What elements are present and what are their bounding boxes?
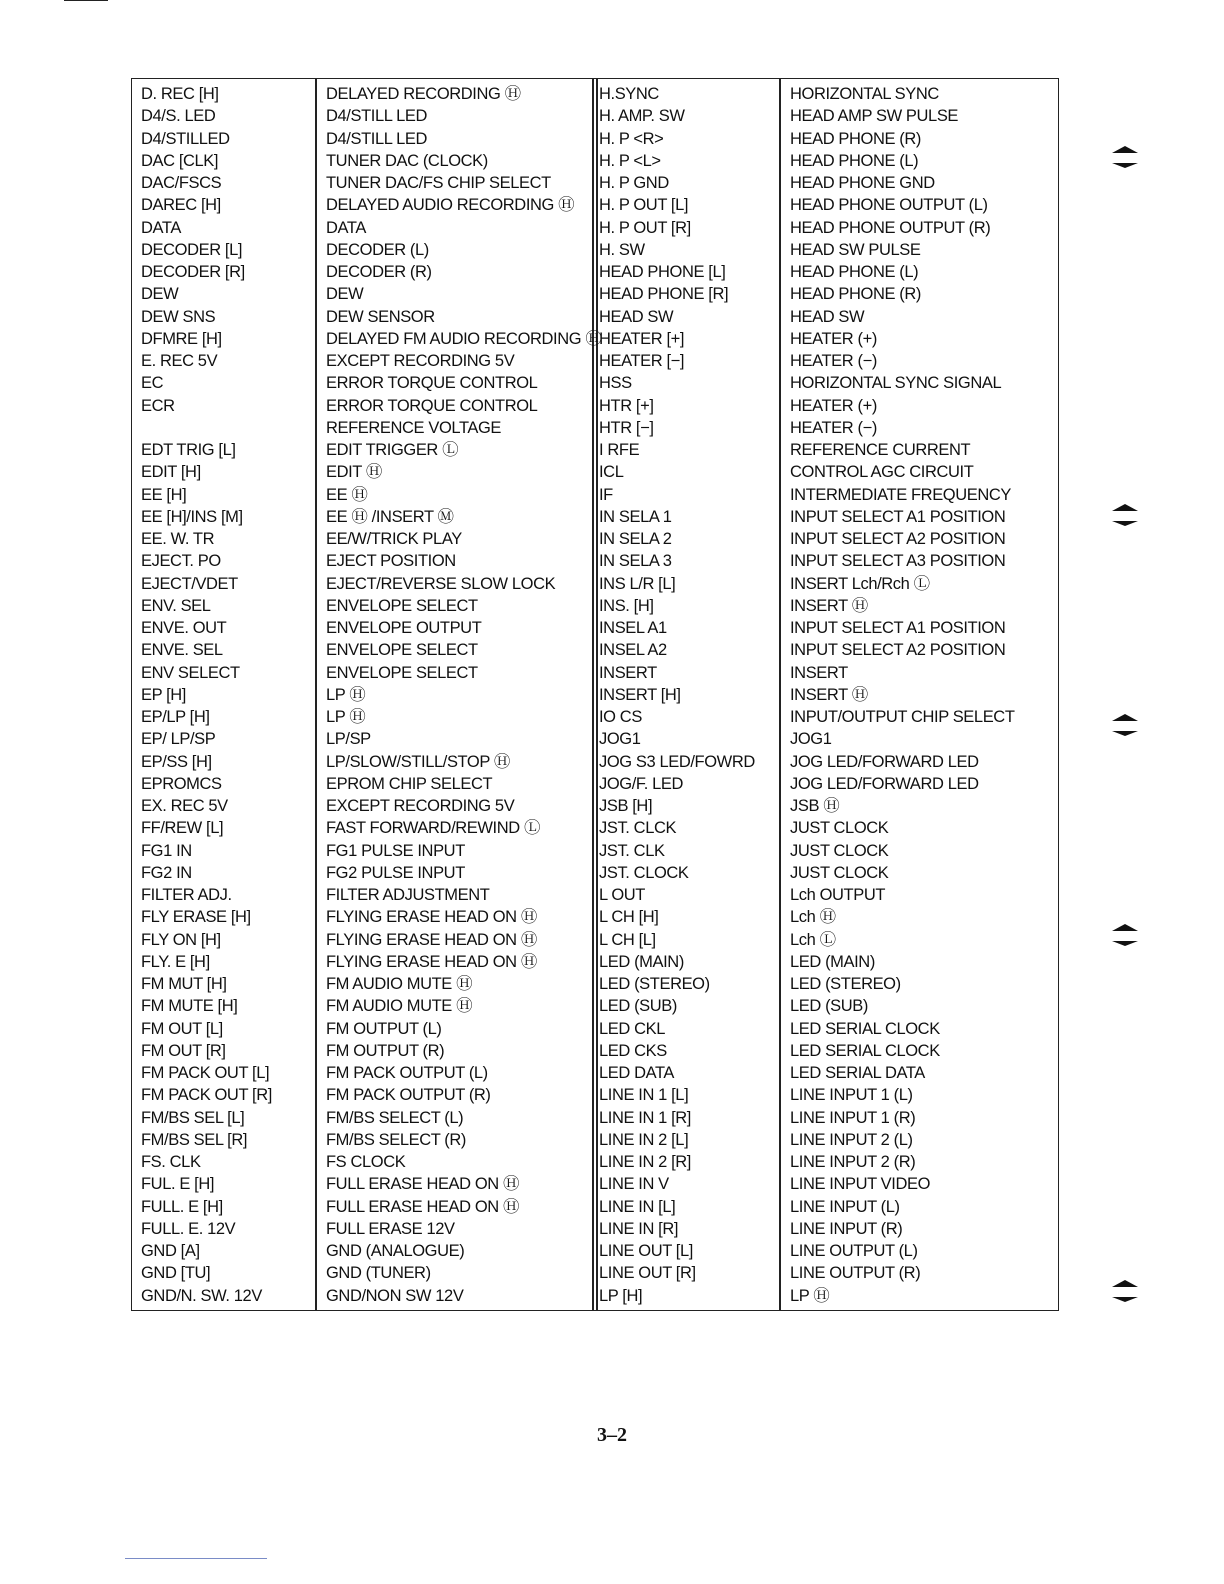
description-cell: LINE INPUT (L) bbox=[790, 1197, 900, 1216]
description-cell: Lch Ⓗ bbox=[790, 908, 836, 927]
description-cell: LINE INPUT 2 (R) bbox=[790, 1153, 916, 1171]
punch-hole-mark bbox=[1112, 714, 1138, 736]
abbreviation-cell: FM OUT [L] bbox=[141, 1019, 223, 1038]
punch-hole-mark bbox=[1112, 146, 1138, 168]
abbreviation-cell: FILTER ADJ. bbox=[141, 886, 232, 904]
abbreviation-cell: LINE IN 2 [L] bbox=[599, 1130, 689, 1149]
description-cell: GND (ANALOGUE) bbox=[326, 1242, 465, 1260]
description-cell: GND/NON SW 12V bbox=[326, 1286, 464, 1305]
description-cell: LP Ⓗ bbox=[790, 1286, 830, 1305]
description-cell: FULL ERASE HEAD ON Ⓗ bbox=[326, 1197, 520, 1216]
description-cell: HEAD PHONE (R) bbox=[790, 285, 921, 304]
description-cell: HORIZONTAL SYNC bbox=[790, 85, 939, 103]
description-cell: LINE INPUT VIDEO bbox=[790, 1175, 930, 1194]
abbreviation-cell: INS. [H] bbox=[599, 596, 654, 615]
abbreviation-cell: EP/SS [H] bbox=[141, 752, 212, 771]
description-cell: ERROR TORQUE CONTROL bbox=[326, 396, 538, 415]
abbreviation-cell: EE [H] bbox=[141, 485, 187, 504]
abbreviation-cell: IN SELA 2 bbox=[599, 530, 672, 548]
description-cell: HEATER (−) bbox=[790, 352, 877, 370]
punch-hole-mark bbox=[1112, 504, 1138, 526]
abbreviation-column-2 bbox=[599, 83, 755, 1307]
abbreviation-cell: LED DATA bbox=[599, 1064, 675, 1082]
description-cell: DECODER (R) bbox=[326, 263, 432, 281]
abbreviation-cell: LINE OUT [L] bbox=[599, 1242, 693, 1260]
description-cell: EE Ⓗ bbox=[326, 485, 368, 504]
abbreviation-cell: FM/BS SEL [L] bbox=[141, 1108, 245, 1127]
description-cell: FM AUDIO MUTE Ⓗ bbox=[326, 975, 473, 993]
abbreviation-cell: DFMRE [H] bbox=[141, 329, 222, 348]
abbreviation-cell: JST. CLK bbox=[599, 841, 665, 860]
description-cell: REFERENCE CURRENT bbox=[790, 441, 971, 459]
description-cell: DEW SENSOR bbox=[326, 307, 435, 326]
column-divider bbox=[779, 79, 781, 1310]
abbreviation-cell: FLY ON [H] bbox=[141, 930, 221, 949]
description-cell: JSB Ⓗ bbox=[790, 797, 840, 815]
abbreviation-cell: HEAD PHONE [L] bbox=[599, 263, 726, 281]
description-cell: EE/W/TRICK PLAY bbox=[326, 530, 462, 548]
description-cell: JOG LED/FORWARD LED bbox=[790, 752, 979, 771]
description-cell: TUNER DAC (CLOCK) bbox=[326, 151, 488, 170]
abbreviation-cell: DEW bbox=[141, 285, 179, 304]
abbreviation-cell: EPROMCS bbox=[141, 774, 222, 793]
abbreviation-cell: GND [A] bbox=[141, 1242, 200, 1260]
description-cell: JOG1 bbox=[790, 730, 832, 749]
abbreviation-cell: INS L/R [L] bbox=[599, 574, 676, 593]
abbreviation-cell: FM/BS SEL [R] bbox=[141, 1130, 248, 1149]
abbreviation-cell: D. REC [H] bbox=[141, 85, 219, 103]
abbreviation-cell: EC bbox=[141, 374, 164, 393]
description-cell: D4/STILL LED bbox=[326, 107, 427, 126]
abbreviation-cell: ICL bbox=[599, 463, 624, 482]
column-divider bbox=[315, 79, 317, 1310]
description-cell: INSERT Ⓗ bbox=[790, 685, 868, 704]
abbreviation-cell: H. P GND bbox=[599, 174, 669, 192]
abbreviation-cell: LED (STEREO) bbox=[599, 975, 710, 993]
abbreviation-cell: H. P OUT [L] bbox=[599, 196, 689, 215]
abbreviation-cell: LINE IN 1 [L] bbox=[599, 1086, 689, 1105]
abbreviation-cell: ENVE. SEL bbox=[141, 641, 223, 660]
abbreviation-cell: EDIT [H] bbox=[141, 463, 201, 482]
abbreviation-cell: I RFE bbox=[599, 441, 640, 459]
abbreviation-cell: FM OUT [R] bbox=[141, 1041, 226, 1060]
description-cell: INPUT SELECT A1 POSITION bbox=[790, 507, 1006, 526]
description-cell: LINE INPUT (R) bbox=[790, 1219, 903, 1238]
abbreviation-cell: EP/LP [H] bbox=[141, 708, 210, 726]
description-cell: LED SERIAL DATA bbox=[790, 1064, 925, 1082]
description-cell: REFERENCE VOLTAGE bbox=[326, 418, 502, 437]
description-cell: FM/BS SELECT (L) bbox=[326, 1108, 464, 1127]
description-cell: INSERT bbox=[790, 663, 848, 682]
abbreviation-cell: EDT TRIG [L] bbox=[141, 441, 236, 459]
abbreviation-cell: LED CKL bbox=[599, 1019, 665, 1038]
abbreviation-cell: DAC [CLK] bbox=[141, 151, 219, 170]
abbreviation-cell: IF bbox=[599, 485, 613, 504]
abbreviation-cell: LED (MAIN) bbox=[599, 952, 684, 971]
abbreviation-cell: H. P OUT [R] bbox=[599, 218, 691, 237]
description-cell: FAST FORWARD/REWIND Ⓛ bbox=[326, 819, 541, 838]
abbreviation-cell: FG1 IN bbox=[141, 841, 192, 860]
description-cell: INPUT SELECT A1 POSITION bbox=[790, 619, 1006, 637]
abbreviation-cell: D4/STILLED bbox=[141, 129, 230, 148]
abbreviation-cell: HTR [−] bbox=[599, 418, 654, 437]
description-cell: TUNER DAC/FS CHIP SELECT bbox=[326, 174, 551, 192]
description-cell: FM PACK OUTPUT (L) bbox=[326, 1064, 488, 1082]
abbreviation-cell: DECODER [R] bbox=[141, 263, 245, 281]
abbreviation-cell: DAC/FSCS bbox=[141, 174, 222, 192]
description-cell: Lch Ⓛ bbox=[790, 930, 836, 949]
abbreviation-cell: IO CS bbox=[599, 708, 642, 726]
description-cell: HEATER (+) bbox=[790, 329, 877, 348]
description-cell: EE Ⓗ /INSERT Ⓜ bbox=[326, 507, 454, 526]
abbreviation-cell: LED (SUB) bbox=[599, 997, 677, 1016]
description-cell: HEAD PHONE (L) bbox=[790, 263, 919, 281]
abbreviation-cell: HEATER [−] bbox=[599, 352, 685, 370]
description-cell: FM PACK OUTPUT (R) bbox=[326, 1086, 491, 1105]
abbreviation-cell: DATA bbox=[141, 218, 181, 237]
abbreviation-table bbox=[131, 78, 1059, 1311]
abbreviation-cell: HEAD SW bbox=[599, 307, 674, 326]
abbreviation-cell: JOG S3 LED/FOWRD bbox=[599, 752, 755, 771]
abbreviation-cell: EJECT. PO bbox=[141, 552, 221, 571]
description-cell: HEAD PHONE OUTPUT (L) bbox=[790, 196, 988, 215]
description-cell: FM/BS SELECT (R) bbox=[326, 1130, 466, 1149]
abbreviation-cell: FM MUTE [H] bbox=[141, 997, 238, 1016]
description-cell: DELAYED FM AUDIO RECORDING Ⓗ bbox=[326, 329, 602, 348]
description-cell: HEAD AMP SW PULSE bbox=[790, 107, 959, 126]
description-cell: ENVELOPE SELECT bbox=[326, 663, 478, 682]
abbreviation-cell: JST. CLCK bbox=[599, 819, 677, 838]
abbreviation-cell: HEAD PHONE [R] bbox=[599, 285, 729, 304]
abbreviation-cell: EP/ LP/SP bbox=[141, 730, 216, 749]
abbreviation-cell: INSERT bbox=[599, 663, 657, 682]
description-cell: FLYING ERASE HEAD ON Ⓗ bbox=[326, 952, 537, 971]
abbreviation-cell: EE. W. TR bbox=[141, 530, 215, 548]
abbreviation-cell: GND/N. SW. 12V bbox=[141, 1286, 262, 1305]
description-cell: LP/SP bbox=[326, 730, 371, 749]
abbreviation-cell: ENV. SEL bbox=[141, 596, 211, 615]
abbreviation-cell: JOG1 bbox=[599, 730, 641, 749]
description-cell: EJECT POSITION bbox=[326, 552, 456, 571]
abbreviation-cell bbox=[141, 417, 272, 439]
abbreviation-cell: L CH [L] bbox=[599, 930, 656, 949]
description-cell: HEATER (+) bbox=[790, 396, 877, 415]
abbreviation-cell: EE [H]/INS [M] bbox=[141, 507, 243, 526]
description-cell: FULL ERASE 12V bbox=[326, 1219, 455, 1238]
description-cell: FG1 PULSE INPUT bbox=[326, 841, 465, 860]
abbreviation-cell: JSB [H] bbox=[599, 797, 653, 815]
description-cell: LP/SLOW/STILL/STOP Ⓗ bbox=[326, 752, 510, 771]
description-cell: HEAD PHONE OUTPUT (R) bbox=[790, 218, 991, 237]
abbreviation-cell: LED CKS bbox=[599, 1041, 667, 1060]
abbreviation-cell: ENV SELECT bbox=[141, 663, 240, 682]
abbreviation-cell: FM MUT [H] bbox=[141, 975, 227, 993]
abbreviation-cell: FF/REW [L] bbox=[141, 819, 224, 838]
abbreviation-cell: HTR [+] bbox=[599, 396, 654, 415]
description-cell: CONTROL AGC CIRCUIT bbox=[790, 463, 974, 482]
description-cell: FULL ERASE HEAD ON Ⓗ bbox=[326, 1175, 520, 1194]
description-cell: JUST CLOCK bbox=[790, 819, 889, 838]
description-cell: EXCEPT RECORDING 5V bbox=[326, 352, 515, 370]
abbreviation-cell: LINE IN [R] bbox=[599, 1219, 679, 1238]
abbreviation-cell: JOG/F. LED bbox=[599, 774, 684, 793]
description-cell: DEW bbox=[326, 285, 364, 304]
abbreviation-cell: FLY ERASE [H] bbox=[141, 908, 251, 927]
description-cell: LP Ⓗ bbox=[326, 685, 366, 704]
description-cell: HEATER (−) bbox=[790, 418, 877, 437]
abbreviation-cell: EJECT/VDET bbox=[141, 574, 238, 593]
abbreviation-cell: DECODER [L] bbox=[141, 240, 243, 259]
description-cell: LED (SUB) bbox=[790, 997, 868, 1016]
abbreviation-cell: EX. REC 5V bbox=[141, 797, 228, 815]
abbreviation-cell: D4/S. LED bbox=[141, 107, 216, 126]
description-cell: JUST CLOCK bbox=[790, 863, 889, 882]
description-cell: LED SERIAL CLOCK bbox=[790, 1019, 940, 1038]
abbreviation-cell: DAREC [H] bbox=[141, 196, 221, 215]
abbreviation-cell: EP [H] bbox=[141, 685, 186, 704]
description-cell: HEAD SW bbox=[790, 307, 865, 326]
abbreviation-cell: HSS bbox=[599, 374, 632, 393]
description-cell: EDIT Ⓗ bbox=[326, 463, 382, 482]
description-cell: INPUT/OUTPUT CHIP SELECT bbox=[790, 708, 1015, 726]
abbreviation-cell: FUL. E [H] bbox=[141, 1175, 215, 1194]
description-cell: EJECT/REVERSE SLOW LOCK bbox=[326, 574, 556, 593]
abbreviation-cell: LINE OUT [R] bbox=[599, 1264, 696, 1283]
description-cell: LINE OUTPUT (L) bbox=[790, 1242, 918, 1260]
description-cell: HEAD PHONE GND bbox=[790, 174, 935, 192]
description-cell: HEAD SW PULSE bbox=[790, 240, 921, 259]
abbreviation-cell: H. P <R> bbox=[599, 129, 664, 148]
description-cell: ERROR TORQUE CONTROL bbox=[326, 374, 538, 393]
abbreviation-cell: GND [TU] bbox=[141, 1264, 211, 1283]
description-cell: Lch OUTPUT bbox=[790, 886, 886, 904]
abbreviation-cell: FLY. E [H] bbox=[141, 952, 210, 971]
description-column-1 bbox=[326, 83, 601, 1307]
description-cell: JOG LED/FORWARD LED bbox=[790, 774, 979, 793]
description-cell: HORIZONTAL SYNC SIGNAL bbox=[790, 374, 1002, 393]
abbreviation-cell: ECR bbox=[141, 396, 175, 415]
description-cell: ENVELOPE SELECT bbox=[326, 641, 478, 660]
description-cell: FM OUTPUT (R) bbox=[326, 1041, 445, 1060]
abbreviation-cell: LINE IN 2 [R] bbox=[599, 1153, 691, 1171]
description-cell: DELAYED RECORDING Ⓗ bbox=[326, 85, 521, 103]
abbreviation-cell: FULL. E. 12V bbox=[141, 1219, 236, 1238]
description-cell: HEAD PHONE (L) bbox=[790, 151, 919, 170]
description-cell: INPUT SELECT A2 POSITION bbox=[790, 530, 1006, 548]
description-cell: D4/STILL LED bbox=[326, 129, 427, 148]
description-cell: FM OUTPUT (L) bbox=[326, 1019, 442, 1038]
description-cell: INPUT SELECT A2 POSITION bbox=[790, 641, 1006, 660]
description-cell: INSERT Ⓗ bbox=[790, 596, 868, 615]
abbreviation-cell: LINE IN [L] bbox=[599, 1197, 676, 1216]
description-cell: HEAD PHONE (R) bbox=[790, 129, 921, 148]
abbreviation-cell: FS. CLK bbox=[141, 1153, 201, 1171]
abbreviation-cell: L OUT bbox=[599, 886, 645, 904]
abbreviation-cell: LP [H] bbox=[599, 1286, 643, 1305]
description-cell: LINE INPUT 1 (L) bbox=[790, 1086, 913, 1105]
description-cell: EXCEPT RECORDING 5V bbox=[326, 797, 515, 815]
abbreviation-cell: FM PACK OUT [L] bbox=[141, 1064, 270, 1082]
description-cell: LED (MAIN) bbox=[790, 952, 875, 971]
description-cell: LED SERIAL CLOCK bbox=[790, 1041, 940, 1060]
description-cell: GND (TUNER) bbox=[326, 1264, 431, 1283]
description-cell: LP Ⓗ bbox=[326, 708, 366, 726]
abbreviation-cell: LINE IN V bbox=[599, 1175, 669, 1194]
description-cell: ENVELOPE SELECT bbox=[326, 596, 478, 615]
description-cell: INSERT Lch/Rch Ⓛ bbox=[790, 574, 930, 593]
description-cell: FLYING ERASE HEAD ON Ⓗ bbox=[326, 908, 537, 927]
punch-hole-mark bbox=[1112, 1280, 1138, 1302]
abbreviation-cell: INSEL A2 bbox=[599, 641, 667, 660]
description-cell: LINE INPUT 1 (R) bbox=[790, 1108, 916, 1127]
abbreviation-cell: H.SYNC bbox=[599, 85, 659, 103]
description-cell: INPUT SELECT A3 POSITION bbox=[790, 552, 1006, 571]
abbreviation-cell: INSERT [H] bbox=[599, 685, 681, 704]
abbreviation-cell: L CH [H] bbox=[599, 908, 659, 927]
abbreviation-cell: FG2 IN bbox=[141, 863, 192, 882]
abbreviation-cell: LINE IN 1 [R] bbox=[599, 1108, 691, 1127]
description-cell: DECODER (L) bbox=[326, 240, 429, 259]
abbreviation-cell: H. SW bbox=[599, 240, 645, 259]
description-cell: LED (STEREO) bbox=[790, 975, 901, 993]
description-cell: DATA bbox=[326, 218, 366, 237]
punch-hole-mark bbox=[1112, 924, 1138, 946]
abbreviation-cell: IN SELA 3 bbox=[599, 552, 672, 571]
description-cell: FILTER ADJUSTMENT bbox=[326, 886, 490, 904]
abbreviation-cell: DEW SNS bbox=[141, 307, 216, 326]
abbreviation-cell: H. AMP. SW bbox=[599, 107, 685, 126]
abbreviation-cell: H. P <L> bbox=[599, 151, 661, 170]
description-cell: DELAYED AUDIO RECORDING Ⓗ bbox=[326, 196, 575, 215]
page-number: 3–2 bbox=[597, 1424, 627, 1446]
abbreviation-cell: INSEL A1 bbox=[599, 619, 667, 637]
description-cell: INTERMEDIATE FREQUENCY bbox=[790, 485, 1011, 504]
description-cell: FS CLOCK bbox=[326, 1153, 406, 1171]
abbreviation-cell: HEATER [+] bbox=[599, 329, 685, 348]
description-cell: ENVELOPE OUTPUT bbox=[326, 619, 482, 637]
abbreviation-column-1 bbox=[141, 83, 272, 1307]
description-cell: EDIT TRIGGER Ⓛ bbox=[326, 441, 459, 459]
abbreviation-cell: E. REC 5V bbox=[141, 352, 218, 370]
description-cell: FLYING ERASE HEAD ON Ⓗ bbox=[326, 930, 537, 949]
bottom-edge-rule bbox=[125, 1558, 267, 1559]
abbreviation-cell: JST. CLOCK bbox=[599, 863, 689, 882]
description-cell: LINE OUTPUT (R) bbox=[790, 1264, 921, 1283]
description-cell: LINE INPUT 2 (L) bbox=[790, 1130, 913, 1149]
top-edge-rule bbox=[64, 0, 108, 1]
description-cell: FM AUDIO MUTE Ⓗ bbox=[326, 997, 473, 1016]
description-cell: FG2 PULSE INPUT bbox=[326, 863, 465, 882]
description-cell: JUST CLOCK bbox=[790, 841, 889, 860]
description-cell: EPROM CHIP SELECT bbox=[326, 774, 493, 793]
description-column-2 bbox=[790, 83, 1015, 1307]
abbreviation-cell: IN SELA 1 bbox=[599, 507, 672, 526]
abbreviation-cell: FM PACK OUT [R] bbox=[141, 1086, 272, 1105]
abbreviation-cell: ENVE. OUT bbox=[141, 619, 227, 637]
abbreviation-cell: FULL. E [H] bbox=[141, 1197, 223, 1216]
